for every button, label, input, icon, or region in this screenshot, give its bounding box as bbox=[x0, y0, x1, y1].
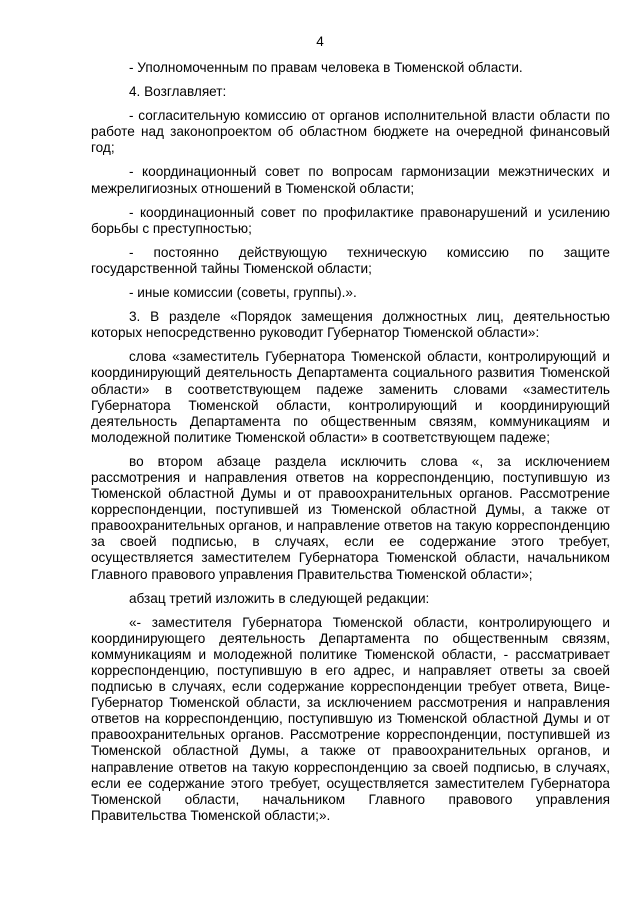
paragraph-other-commissions: - иные комиссии (советы, группы).». bbox=[129, 285, 357, 301]
paragraph-state-secret-commission: - постоянно действующую техническую комиссию по защите государственной тайны Тюменской области; bbox=[91, 244, 610, 276]
paragraph-heads-heading: 4. Возглавляет: bbox=[129, 84, 227, 100]
paragraph-third-para-new-text: «- заместителя Губернатора Тюменской области, контролирующего и координирующего деятельность Департамента по общественным связям, коммуникациям и молодежной политике Тюменской области, - рассматривает корреспонденцию, поступившую в его адрес, и направляет ответы за своей подписью в случаях, если содержание корреспонденции требует ответа, Вице-Губернатор Тюменской области, за исключением рассмотрения и направления ответов на корреспонденцию, поступившую из Тюменской областной Думы и от правоохранительных органов. Рассмотрение корреспонденции, поступившей из Тюменской областной Думы, а также от правоохранительных органов, и направление ответов на такую корреспонденцию за своей подписью, в случаях, если ее содержание этого требует, осуществляется заместителем Губернатора Тюменской области, начальником Главного правового управления Правительства Тюменской области;». bbox=[91, 614, 610, 823]
paragraph-second-para-exclude: во втором абзаце раздела исключить слова «, за исключением рассмотрения и направления ответов на корреспонденцию, поступившую из Тюменской областной Думы и от правоохранительных органов. Рассмотрение корреспонденции, поступившей из Тюменской областной Думы, а также от правоохранительных органов, и направление ответов на такую корреспонденцию за своей подписью, в случаях, если ее содержание этого требует, осуществляется заместителем Губернатора Тюменской области, начальником Главного правового управления Правительства Тюменской области»; bbox=[91, 453, 610, 582]
document-body bbox=[91, 60, 610, 832]
paragraph-crime-prevention-council: - координационный совет по профилактике правонарушений и усилению борьбы с преступностью; bbox=[91, 204, 610, 236]
paragraph-section-3: 3. В разделе «Порядок замещения должностных лиц, деятельностью которых непосредственно руководит Губернатор Тюменской области»: bbox=[91, 309, 610, 341]
page-number: 4 bbox=[316, 34, 324, 49]
paragraph-ombudsman: - Уполномоченным по правам человека в Тюменской области. bbox=[129, 60, 523, 75]
paragraph-interethnic-council: - координационный совет по вопросам гармонизации межэтнических и межрелигиозных отношений в Тюменской области; bbox=[91, 164, 610, 196]
paragraph-third-para-intro: абзац третий изложить в следующей редакции: bbox=[129, 590, 430, 606]
paragraph-budget-commission: - согласительную комиссию от органов исполнительной власти области по работе над законопроектом об областном бюджете на очередной финансовый год; bbox=[91, 108, 610, 156]
paragraph-replace-words: слова «заместитель Губернатора Тюменской области, контролирующий и координирующий деятельность Департамента социального развития Тюменской области» в соответствующем падеже заменить словами «заместитель Губернатора Тюменской области, контролирующий и координирующий деятельность Департамента по общественным связям, коммуникациям и молодежной политике Тюменской области» в соответствующем падеже; bbox=[91, 349, 610, 445]
